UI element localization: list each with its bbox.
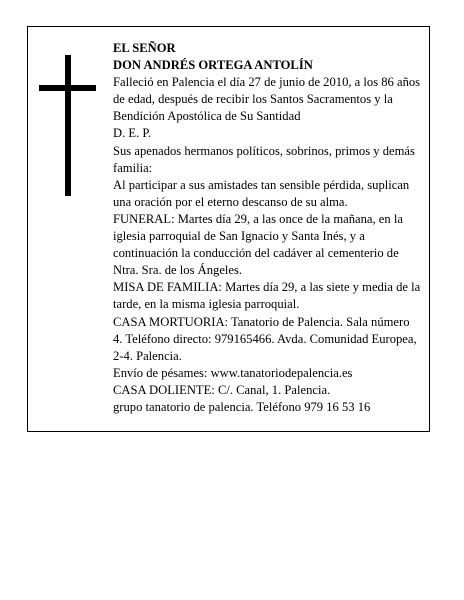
condolences-website: Envío de pésames: www.tanatoriodepalencia.es — [113, 365, 353, 380]
cross-icon-bar — [39, 85, 96, 91]
prayer-request: Al participar a sus amistades tan sensible pérdida, suplican una oración por el eterno descanso de su alma. — [113, 177, 410, 209]
family-line: Sus apenados hermanos políticos, sobrinos, primos y demás familia: — [113, 143, 415, 175]
death-announcement: Falleció en Palencia el día 27 de junio de 2010, a los 86 años de edad, después de recibir los Santos Sacramentos y la Bendición Apostólica de Su Santidad — [113, 75, 421, 124]
obituary-text — [113, 40, 421, 416]
deceased-name: DON ANDRÉS ORTEGA ANTOLÍN — [113, 58, 313, 73]
funeral-info: FUNERAL: Martes día 29, a las once de la mañana, en la iglesia parroquial de San Ignacio y Santa Inés, y a continuación la conducción del cadáver al cementerio de Ntra. Sra. de los Ángeles. — [113, 211, 403, 278]
heading-title: EL SEÑOR — [113, 41, 176, 55]
cross-icon — [65, 55, 71, 196]
family-home-address: CASA DOLIENTE: C/. Canal, 1. Palencia. — [113, 382, 331, 397]
funeral-home-contact: grupo tanatorio de palencia. Teléfono 979 16 53 16 — [113, 399, 371, 414]
rip-line: D. E. P. — [113, 126, 152, 141]
family-mass-info: MISA DE FAMILIA: Martes día 29, a las siete y media de la tarde, en la misma iglesia parroquial. — [113, 280, 421, 312]
mortuary-info: CASA MORTUORIA: Tanatorio de Palencia. Sala número 4. Teléfono directo: 979165466. Avda. Comunidad Europea, 2-4. Palencia. — [113, 314, 417, 363]
